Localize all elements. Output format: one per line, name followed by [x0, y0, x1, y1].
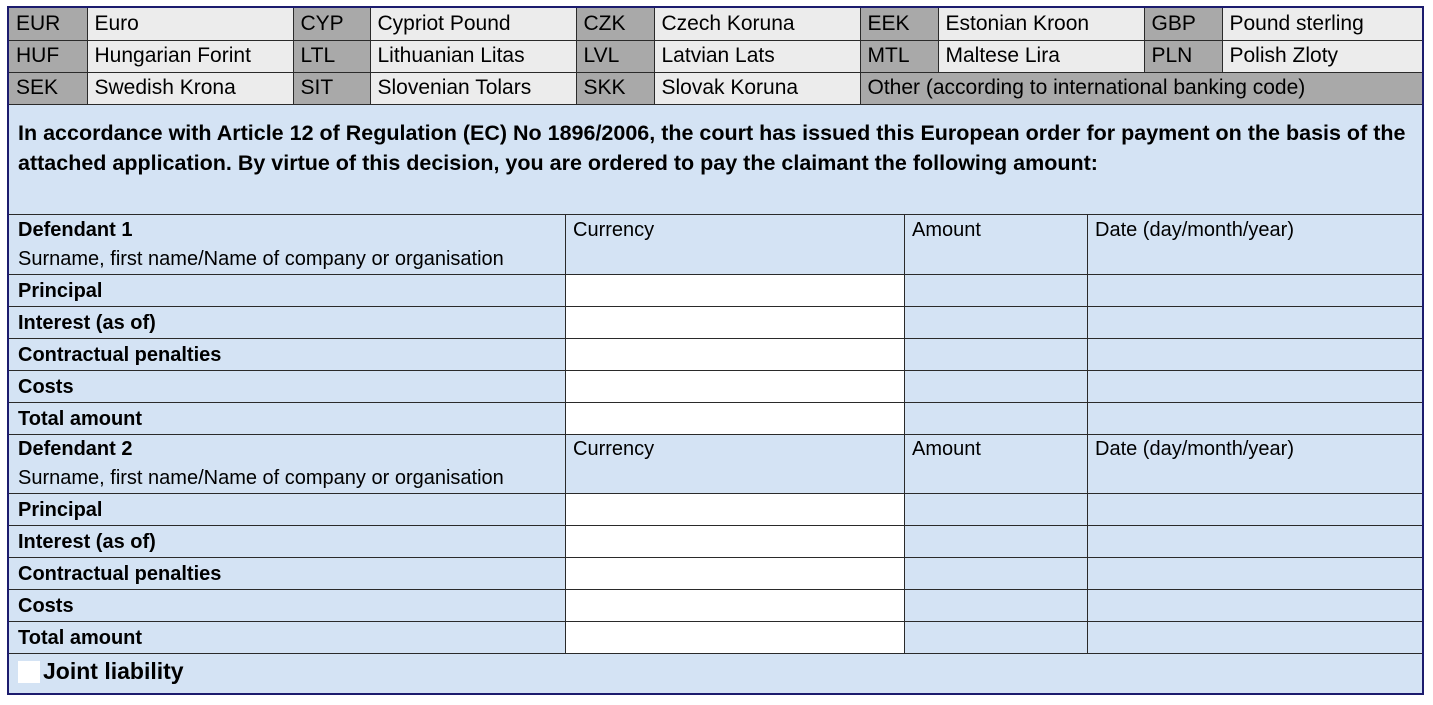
row-label-principal: Principal	[18, 280, 103, 302]
divider	[9, 306, 1422, 307]
currency-code: LVL	[576, 40, 654, 72]
currency-code: CYP	[293, 8, 370, 40]
currency-row	[9, 72, 1422, 104]
divider	[9, 338, 1422, 339]
currency-name: Cypriot Pound	[370, 8, 576, 40]
currency-input-group-2[interactable]	[566, 494, 904, 653]
currency-name: Pound sterling	[1222, 8, 1422, 40]
amount-column-header: Amount	[912, 438, 981, 460]
divider	[9, 214, 1422, 215]
currency-code: MTL	[860, 40, 938, 72]
row-label-costs: Costs	[18, 376, 74, 398]
divider	[9, 589, 1422, 590]
other-currency-label: Other (according to international banking code)	[860, 72, 1422, 104]
row-label-interest: Interest (as of)	[18, 531, 156, 553]
currency-code: HUF	[9, 40, 87, 72]
currency-code: SKK	[576, 72, 654, 104]
currency-code: EEK	[860, 8, 938, 40]
currency-code: EUR	[9, 8, 87, 40]
currency-name: Czech Koruna	[654, 8, 860, 40]
currency-column-header: Currency	[573, 219, 655, 241]
defendant-2-subtitle: Surname, first name/Name of company or organisation	[18, 467, 504, 489]
divider	[9, 557, 1422, 558]
amount-column-header: Amount	[912, 219, 981, 241]
currency-row	[9, 40, 1422, 72]
date-column-header: Date (day/month/year)	[1095, 438, 1294, 460]
currency-name: Estonian Kroon	[938, 8, 1144, 40]
currency-code-table	[9, 8, 1422, 105]
currency-column-header: Currency	[573, 438, 655, 460]
currency-name: Slovak Koruna	[654, 72, 860, 104]
column-divider	[565, 214, 566, 653]
divider	[9, 653, 1422, 654]
currency-code: SEK	[9, 72, 87, 104]
currency-code: SIT	[293, 72, 370, 104]
currency-name: Latvian Lats	[654, 40, 860, 72]
divider	[9, 525, 1422, 526]
order-intro-text: In accordance with Article 12 of Regulation (EC) No 1896/2006, the court has issued this European order for payment on the basis of the attached application. By virtue of this decision, you are ordered to pay the claimant the following amount:	[18, 121, 1406, 175]
date-column-header: Date (day/month/year)	[1095, 219, 1294, 241]
defendant-1-subtitle: Surname, first name/Name of company or organisation	[18, 248, 504, 270]
column-divider	[1087, 214, 1088, 653]
divider	[9, 434, 1422, 435]
order-form	[7, 6, 1424, 695]
currency-name: Slovenian Tolars	[370, 72, 576, 104]
row-label-contractual-penalties: Contractual penalties	[18, 344, 222, 366]
divider	[9, 402, 1422, 403]
row-label-principal: Principal	[18, 499, 103, 521]
row-label-contractual-penalties: Contractual penalties	[18, 563, 222, 585]
row-label-total-amount: Total amount	[18, 408, 143, 430]
divider	[9, 370, 1422, 371]
row-label-interest: Interest (as of)	[18, 312, 156, 334]
currency-row	[9, 8, 1422, 40]
row-label-costs: Costs	[18, 595, 74, 617]
currency-code: CZK	[576, 8, 654, 40]
column-divider	[904, 214, 905, 653]
joint-liability-checkbox[interactable]	[18, 661, 40, 683]
currency-code: PLN	[1144, 40, 1222, 72]
row-label-total-amount: Total amount	[18, 627, 143, 649]
joint-liability-label: Joint liability	[43, 658, 184, 684]
currency-code: GBP	[1144, 8, 1222, 40]
currency-name: Hungarian Forint	[87, 40, 293, 72]
currency-name: Euro	[87, 8, 293, 40]
currency-name: Lithuanian Litas	[370, 40, 576, 72]
currency-name: Maltese Lira	[938, 40, 1144, 72]
currency-name: Swedish Krona	[87, 72, 293, 104]
defendant-2-title: Defendant 2	[18, 438, 133, 460]
defendant-1-title: Defendant 1	[18, 219, 133, 241]
currency-name: Polish Zloty	[1222, 40, 1422, 72]
divider	[9, 621, 1422, 622]
currency-input-group-1[interactable]	[566, 275, 904, 434]
currency-code: LTL	[293, 40, 370, 72]
